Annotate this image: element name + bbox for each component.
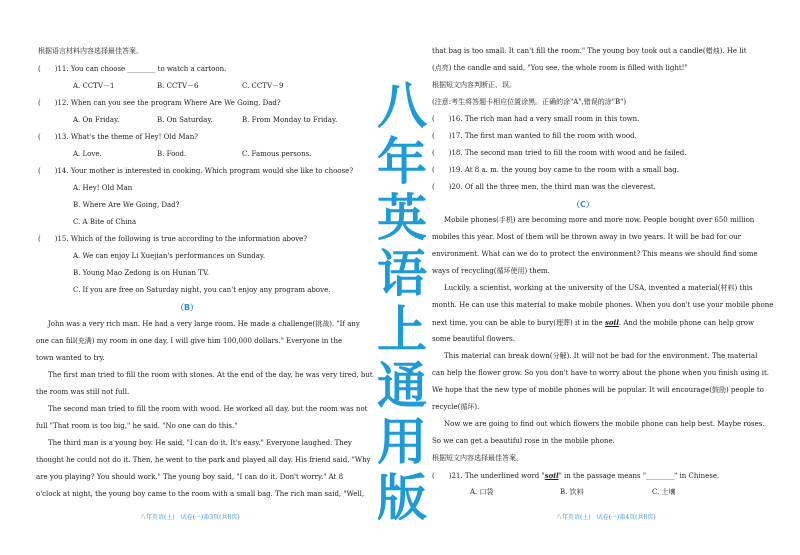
q15-option-c: C. If you are free on Saturday night, you can't enjoy any program above. — [73, 286, 331, 294]
instruction: 根据语言材料内容选择最佳答案。 — [38, 47, 143, 55]
q14-option-c: C. A Bite of China — [73, 218, 137, 226]
passage-line: environment. What can we do to protect the environment? This means we should find some — [432, 250, 758, 258]
right-page-footer: 八年英语(上) 试卷(一)第4页(共8页) — [556, 514, 656, 521]
passage-line: The third man is a young boy. He said, "I can do it. It's easy." Everyone laughed. They — [48, 439, 352, 447]
section-c-heading: （C） — [572, 200, 594, 209]
q11-option-c: C. CCTV－9 — [242, 82, 284, 90]
question-18: ( )18. The second man tried to fill the room with wood and he failed. — [432, 149, 687, 157]
tf-instruction: 根据短文内容判断正、误。 — [432, 81, 516, 89]
passage-line: month. He can use this material to make mobile phones. When you don't use your mobile phone — [432, 301, 774, 309]
title-char: 上 — [377, 301, 427, 359]
passage-line: mobiles this year. Most of them will be thrown away in two years. It will be bad for our — [432, 233, 741, 241]
question-15: ( )15. Which of the following is true according to the information above? — [38, 235, 308, 243]
section-b-heading: （B） — [176, 303, 199, 312]
passage-line: full "That room is too big," he said. "No one can do this." — [36, 422, 238, 430]
c-instruction: 根据短文内容选择最佳答案。 — [432, 454, 523, 462]
q12-option-a: A. On Friday. — [73, 116, 120, 124]
q15-option-b: B. Young Mao Zedong is on Hunan TV. — [73, 269, 209, 277]
passage-line: some beautiful flowers. — [432, 335, 515, 343]
passage-line: Now we are going to find out which flowers the mobile phone can help best. Maybe roses. — [444, 420, 765, 428]
q14-option-b: B. Where Are We Going, Dad? — [73, 201, 180, 209]
question-21: ( )21. The underlined word "soil" in the passage means "________" in Chinese. — [432, 471, 720, 480]
passage-line: Mobile phones(手机) are becoming more and more now. People bought over 650 million — [444, 216, 755, 224]
passage-line: o'clock at night, the young boy came to the room with a small bag. The rich man said, "Well, — [36, 490, 365, 498]
q13-option-b: B. Food. — [157, 150, 187, 158]
passage-line: can help the flower grow. So you don't have to worry about the phone when you finish using it. — [432, 369, 770, 377]
passage-line: are you playing? You should work." The young boy said, "I can do it. Don't worry." At 8 — [36, 473, 344, 481]
title-char: 英 — [377, 189, 427, 247]
tf-note: (注意:考生将答题卡相应位置涂黑。正确的涂"A",错误的涂"B") — [432, 98, 627, 106]
q13-option-a: A. Love. — [73, 150, 102, 158]
question-11: ( )11. You can choose ________ to watch a cartoon. — [38, 65, 227, 73]
q21-option-a: A. 口袋 — [470, 488, 494, 496]
passage-line: one can fill(充满) my room in one day, I will give him 100,000 dollars." Everyone in the — [36, 337, 343, 345]
soil-underlined: soil — [544, 471, 559, 480]
title-char: 年 — [377, 133, 427, 191]
passage-line: the room was still not full. — [36, 388, 130, 396]
question-13: ( )13. What's the theme of Hey! Old Man? — [38, 133, 198, 141]
passage-line: So we can get a beautiful rose in the mobile phone. — [432, 437, 615, 445]
q13-option-c: C. Famous persons. — [242, 150, 312, 158]
q11-option-b: B. CCTV－6 — [157, 82, 199, 90]
passage-line: that bag is too small. It can't fill the room." The young boy took out a candle(蜡烛). He lit — [432, 47, 747, 55]
passage-line: ways of recycling(循环使用) them. — [432, 267, 550, 275]
q11-option-a: A. CCTV－1 — [73, 82, 115, 90]
question-17: ( )17. The first man wanted to fill the room with wood. — [432, 132, 637, 140]
passage-line: We hope that the new type of mobile phones will be popular. It will encourage(鼓励) people to — [432, 386, 764, 394]
title-char: 版 — [377, 469, 427, 527]
title-char: 用 — [377, 413, 427, 471]
passage-line: This material can break down(分解). It will not be bad for the environment. The material — [444, 352, 758, 360]
passage-line: town wanted to try. — [36, 354, 105, 362]
soil-underlined: soil — [604, 318, 619, 327]
left-page-footer: 八年英语(上) 试卷(一)第3页(共8页) — [140, 514, 240, 521]
passage-line: The second man tried to fill the room with wood. He worked all day, but the room was not — [48, 405, 368, 413]
passage-line: recycle(循环). — [432, 403, 480, 411]
question-16: ( )16. The rich man had a very small room in this town. — [432, 115, 640, 123]
q14-option-a: A. Hey! Old Man — [73, 184, 133, 192]
title-char: 通 — [377, 357, 427, 415]
passage-line: (点亮) the candle and said, "You see, the whole room is filled with light!" — [432, 64, 688, 72]
question-19: ( )19. At 8 a. m. the young boy came to the room with a small bag. — [432, 166, 679, 174]
title-char: 语 — [377, 245, 427, 303]
title-char: 八 — [377, 77, 427, 135]
question-14: ( )14. Your mother is interested in cooking. Which program would she like to choose? — [38, 167, 354, 175]
passage-line: thought he could not do it. Then, he went to the park and played all day. His friend said, "Why — [36, 456, 371, 464]
passage-line: John was a very rich man. He had a very large room. He made a challenge(挑战). "If any — [48, 320, 360, 328]
passage-line-soil: next time, you can be able to bury(埋葬) it in the soil. And the mobile phone can help grow — [432, 318, 754, 327]
passage-line: The first man tried to fill the room with stones. At the end of the day, he was very tired, but — [48, 371, 373, 379]
q21-option-c: C. 土壤 — [652, 488, 676, 496]
question-20: ( )20. Of all the three men, the third man was the cleverest. — [432, 183, 656, 191]
q21-option-b: B. 饮料 — [560, 488, 584, 496]
q15-option-a: A. We can enjoy Li Xuejian's performances on Sunday. — [73, 252, 266, 260]
passage-line: Luckily, a scientist, working at the university of the USA, invented a material(材料) this — [444, 284, 753, 292]
q12-option-b: B. On Saturday. — [157, 116, 213, 124]
q12-option-c: B. From Monday to Friday. — [242, 116, 338, 124]
question-12: ( )12. When can you see the program Where Are We Going, Dad? — [38, 99, 281, 107]
